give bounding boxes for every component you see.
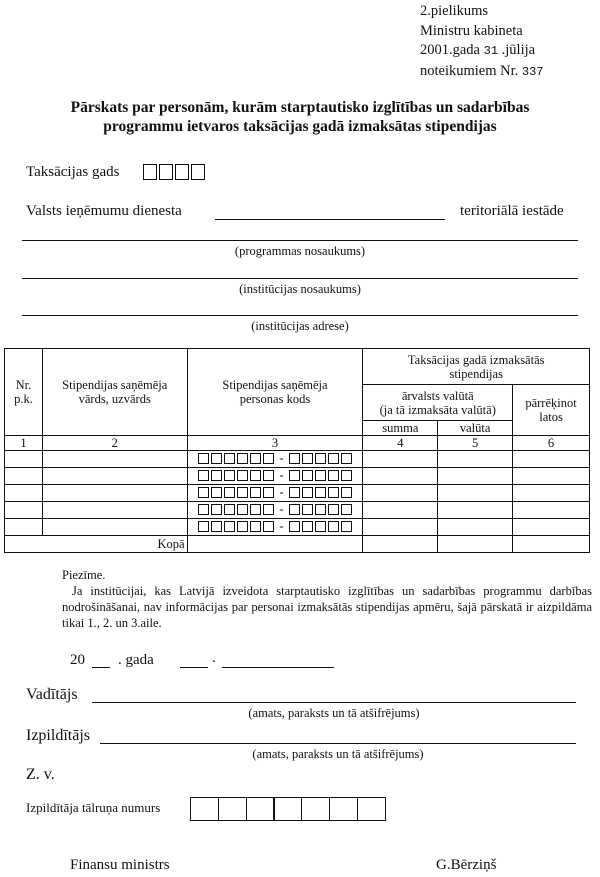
digit-box[interactable] — [357, 797, 386, 821]
header-code: Stipendijas saņēmēja personas kods — [187, 349, 363, 436]
note — [62, 567, 592, 631]
program-field-line[interactable] — [22, 240, 578, 241]
executor-label: Izpildītājs — [26, 727, 90, 744]
header-nr: Nr. p.k. — [5, 349, 43, 436]
phone-label: Izpildītāja tālruņa numurs — [26, 800, 161, 815]
personal-code-boxes[interactable]: - — [187, 451, 363, 468]
program-caption: (programmas nosaukums) — [234, 244, 366, 258]
table-total-row — [5, 536, 590, 553]
date-gada: . gada — [118, 652, 154, 668]
vid-suffix: teritoriālā iestāde — [460, 203, 564, 219]
header-sum: summa — [363, 421, 438, 436]
head-label: Vadītājs — [26, 686, 78, 703]
header-currency: valūta — [438, 421, 513, 436]
tax-year-boxes[interactable] — [143, 164, 205, 180]
personal-code-boxes[interactable]: - — [187, 502, 363, 519]
personal-code-boxes[interactable]: - — [187, 468, 363, 485]
personal-code-boxes[interactable]: - — [187, 519, 363, 536]
seal-mark: Z. v. — [26, 766, 55, 783]
vid-field-line[interactable] — [215, 219, 445, 220]
digit-box[interactable] — [143, 164, 157, 180]
minister-name: G.Bērziņš — [436, 857, 497, 873]
document-title: Pārskats par personām, kurām starptautisko izglītības un sadarbības programmu ietvaros taksācijas gadā izmaksātas stipendijas — [70, 99, 530, 135]
header-foreign: ārvalsts valūtā (ja tā izmaksāta valūtā) — [363, 385, 513, 421]
digit-box[interactable] — [301, 797, 330, 821]
minister-title: Finansu ministrs — [70, 857, 170, 873]
note-heading: Piezīme. — [62, 568, 106, 582]
institution-field-line[interactable] — [22, 278, 578, 279]
digit-box[interactable] — [159, 164, 173, 180]
digit-box[interactable] — [246, 797, 275, 821]
appendix-date: 2001.gada 31 .jūlija — [420, 42, 536, 58]
header-paid: Taksācijas gadā izmaksātās stipendijas — [363, 349, 590, 385]
executor-field-line[interactable] — [100, 743, 576, 744]
address-caption: (institūcijas adrese) — [251, 319, 349, 333]
head-field-line[interactable] — [92, 702, 576, 703]
executor-caption: (amats, paraksts un tā atšifrējums) — [252, 747, 424, 761]
appendix-number: 2.pielikums — [420, 3, 489, 19]
table-row — [5, 519, 590, 536]
month-field-line[interactable] — [222, 667, 334, 668]
digit-box[interactable] — [191, 164, 205, 180]
table-row — [5, 485, 590, 502]
appendix-authority: Ministru kabineta — [420, 22, 523, 39]
note-text: Ja institūcijai, kas Latvijā izveidota starptautisko izglītības un sadarbības programmu darbības nodrošināšanai, nav informācijas par personai izmaksātās stipendijas apmēru, šajā pārskatā ir aizpildāma tikai 1., 2. un 3.aile. — [62, 584, 592, 630]
table-row — [5, 451, 590, 468]
personal-code-boxes[interactable]: - — [187, 485, 363, 502]
year-field-line[interactable] — [92, 667, 110, 668]
tax-year-label: Taksācijas gads — [26, 164, 120, 180]
digit-box[interactable] — [218, 797, 247, 821]
address-field-line[interactable] — [22, 315, 578, 316]
vid-label: Valsts ieņēmumu dienesta — [26, 203, 182, 219]
column-numbers-row: 1 2 3 4 5 6 — [5, 436, 590, 451]
total-label: Kopā — [42, 536, 187, 553]
appendix-regulation: noteikumiem Nr. 337 — [420, 62, 544, 79]
header-recalc: pārrēķinot latos — [513, 385, 590, 436]
digit-box[interactable] — [175, 164, 189, 180]
institution-caption: (institūcijas nosaukums) — [239, 282, 361, 296]
digit-box[interactable] — [273, 797, 302, 821]
scholarship-table — [4, 348, 590, 553]
appendix-header — [420, 2, 544, 82]
table-row — [5, 468, 590, 485]
table-row — [5, 502, 590, 519]
date-year-prefix: 20 — [70, 652, 85, 668]
digit-box[interactable] — [190, 797, 219, 821]
header-name: Stipendijas saņēmēja vārds, uzvārds — [42, 349, 187, 436]
day-field-line[interactable] — [180, 667, 208, 668]
phone-boxes[interactable] — [190, 797, 385, 821]
digit-box[interactable] — [329, 797, 358, 821]
head-caption: (amats, paraksts un tā atšifrējums) — [248, 706, 420, 720]
